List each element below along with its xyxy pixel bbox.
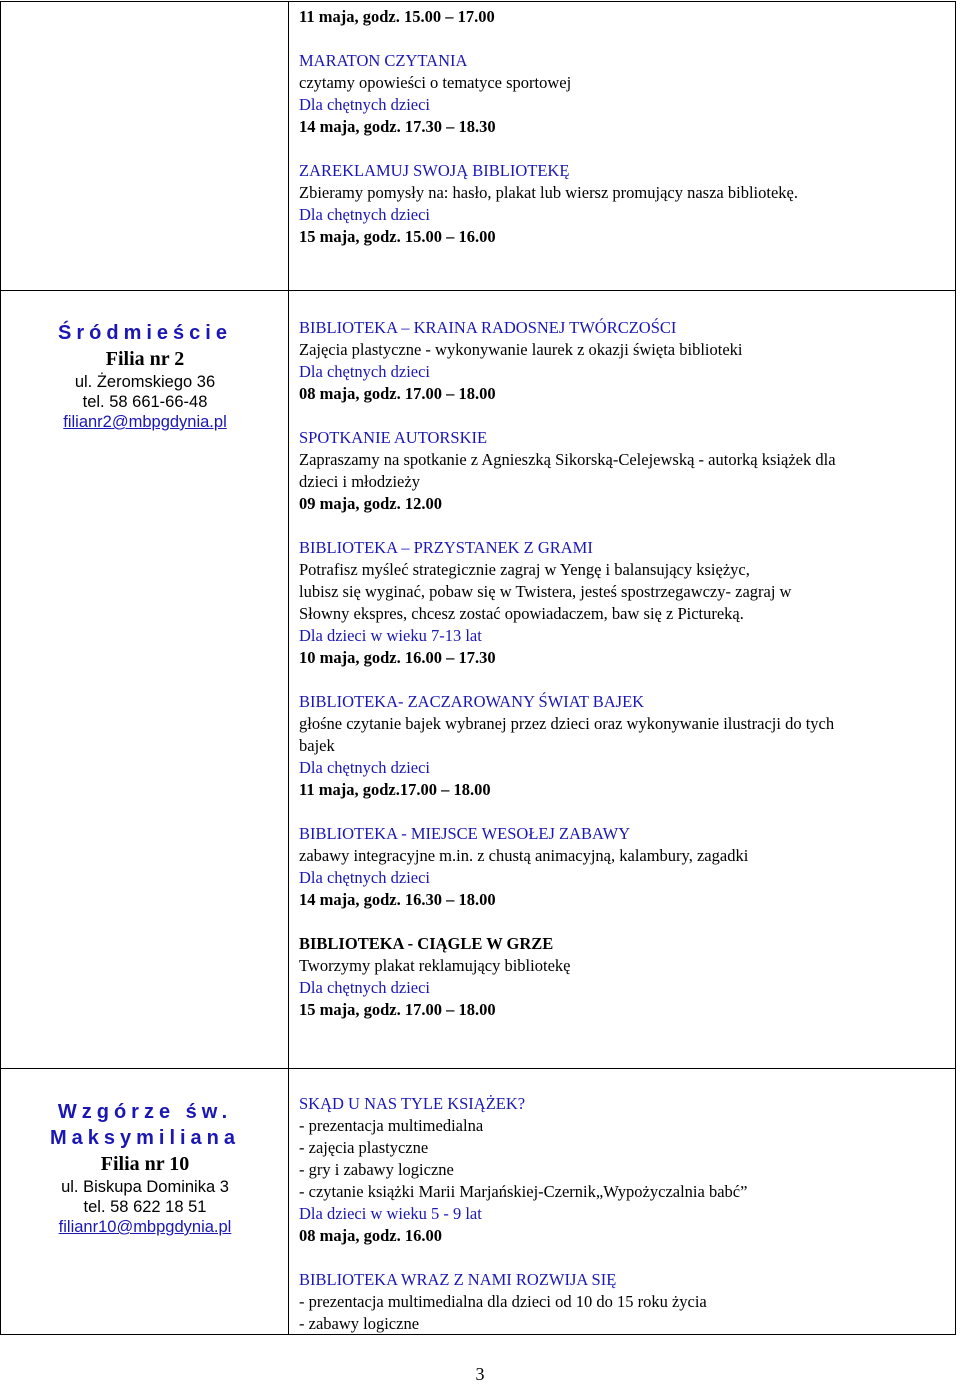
event-date: 08 maja, godz. 17.00 – 18.00 [299,384,496,403]
event-text: dzieci i młodzieży [299,472,420,491]
event-highlight: Dla chętnych dzieci [299,978,431,997]
spacer [299,28,949,50]
event-text: zabawy integracyjne m.in. z chustą animacyjną, kalambury, zagadki [299,846,749,865]
branch-email-link[interactable]: filianr10@mbpgdynia.pl [58,1218,232,1236]
page-number: 3 [475,1364,485,1384]
event-date: 11 maja, godz. 15.00 – 17.00 [299,7,495,26]
branch2-events [299,317,949,1021]
event-highlight: SKĄD U NAS TYLE KSIĄŻEK? [299,1094,526,1113]
event-date: 15 maja, godz. 17.00 – 18.00 [299,1000,496,1019]
branch-filia: Filia nr 2 [105,348,185,370]
branch-name-line2: Maksymiliana [49,1127,241,1149]
event-text: Słowny ekspres, chcesz zostać opowiadaczem, baw się z Picturеką. [299,604,744,623]
event-date: 09 maja, godz. 12.00 [299,494,442,513]
event-date: 14 maja, godz. 17.30 – 18.30 [299,117,496,136]
branch-phone: tel. 58 622 18 51 [83,1198,207,1216]
spacer [299,911,949,933]
spacer [299,515,949,537]
events-continued [299,6,949,248]
event-highlight: Dla dzieci w wieku 5 - 9 lat [299,1204,482,1223]
event-text: Zajęcia plastyczne - wykonywanie laurek z okazji święta biblioteki [299,340,743,359]
event-highlight: BIBLIOTEKA WRAZ Z NAMI ROZWIJA SIĘ [299,1270,617,1289]
branch-email-link[interactable]: filianr2@mbpgdynia.pl [63,413,227,431]
event-highlight: BIBLIOTEKA – KRAINA RADOSNEJ TWÓRCZOŚCI [299,318,677,337]
table-border-right [955,1,956,1335]
table-border-top [0,1,956,2]
event-text: Tworzymy plakat reklamujący bibliotekę [299,956,571,975]
event-highlight: Dla chętnych dzieci [299,868,431,887]
branch-name-line1: Wzgórze św. [57,1101,233,1123]
event-highlight: ZAREKLAMUJ SWOJĄ BIBLIOTEKĘ [299,161,570,180]
spacer [299,138,949,160]
event-highlight: Dla chętnych dzieci [299,205,431,224]
spacer [299,801,949,823]
event-date: 11 maja, godz.17.00 – 18.00 [299,780,491,799]
event-text: Zapraszamy na spotkanie z Agnieszką Sikorską-Celejewską - autorką książek dla [299,450,836,469]
branch10-events [299,1093,949,1335]
branch-phone: tel. 58 661-66-48 [82,393,208,411]
event-highlight: Dla chętnych dzieci [299,362,431,381]
branch-srodmiescie [10,320,280,432]
event-text: - prezentacja multimedialna dla dzieci od 10 do 15 roku życia [299,1292,707,1311]
event-highlight: Dla dzieci w wieku 7-13 lat [299,626,482,645]
event-date: BIBLIOTEKA - CIĄGLE W GRZE [299,934,554,953]
spacer [299,1247,949,1269]
branch-wzgorze [10,1099,280,1237]
event-text: - gry i zabawy logiczne [299,1160,454,1179]
event-text: - zajęcia plastyczne [299,1138,429,1157]
event-text: bajek [299,736,335,755]
event-highlight: SPOTKANIE AUTORSKIE [299,428,488,447]
event-date: 08 maja, godz. 16.00 [299,1226,442,1245]
event-text: Potrafisz myśleć strategicznie zagraj w Yengę i balansujący księżyc, [299,560,750,579]
event-text: głośne czytanie bajek wybranej przez dzieci oraz wykonywanie ilustracji do tych [299,714,835,733]
row-divider-2 [0,1068,956,1069]
event-text: Zbieramy pomysły na: hasło, plakat lub wiersz promujący nasza bibliotekę. [299,183,798,202]
table-border-left [0,1,1,1335]
event-date: 15 maja, godz. 15.00 – 16.00 [299,227,496,246]
event-text: czytamy opowieści o tematyce sportowej [299,73,572,92]
branch-street: ul. Żeromskiego 36 [74,373,216,391]
spacer [299,405,949,427]
row-divider-1 [0,290,956,291]
event-highlight: Dla chętnych dzieci [299,758,431,777]
event-text: - czytanie książki Marii Marjańskiej-Czernik„Wypożyczalnia babć” [299,1182,748,1201]
branch-street: ul. Biskupa Dominika 3 [61,1178,229,1196]
event-highlight: MARATON CZYTANIA [299,51,468,70]
column-divider [288,1,289,1335]
event-text: - zabawy logiczne [299,1314,420,1333]
event-highlight: BIBLIOTEKA- ZACZAROWANY ŚWIAT BAJEK [299,692,645,711]
event-date: 10 maja, godz. 16.00 – 17.30 [299,648,496,667]
event-date: 14 maja, godz. 16.30 – 18.00 [299,890,496,909]
event-highlight: Dla chętnych dzieci [299,95,431,114]
branch-filia: Filia nr 10 [100,1153,190,1175]
event-text: - prezentacja multimedialna [299,1116,484,1135]
spacer [299,669,949,691]
event-highlight: BIBLIOTEKA – PRZYSTANEK Z GRAMI [299,538,593,557]
event-highlight: BIBLIOTEKA - MIEJSCE WESOŁEJ ZABAWY [299,824,631,843]
event-text: lubisz się wyginać, pobaw się w Twistera, jesteś spostrzegawczy- zagraj w [299,582,792,601]
branch-name: Śródmieście [58,322,232,344]
